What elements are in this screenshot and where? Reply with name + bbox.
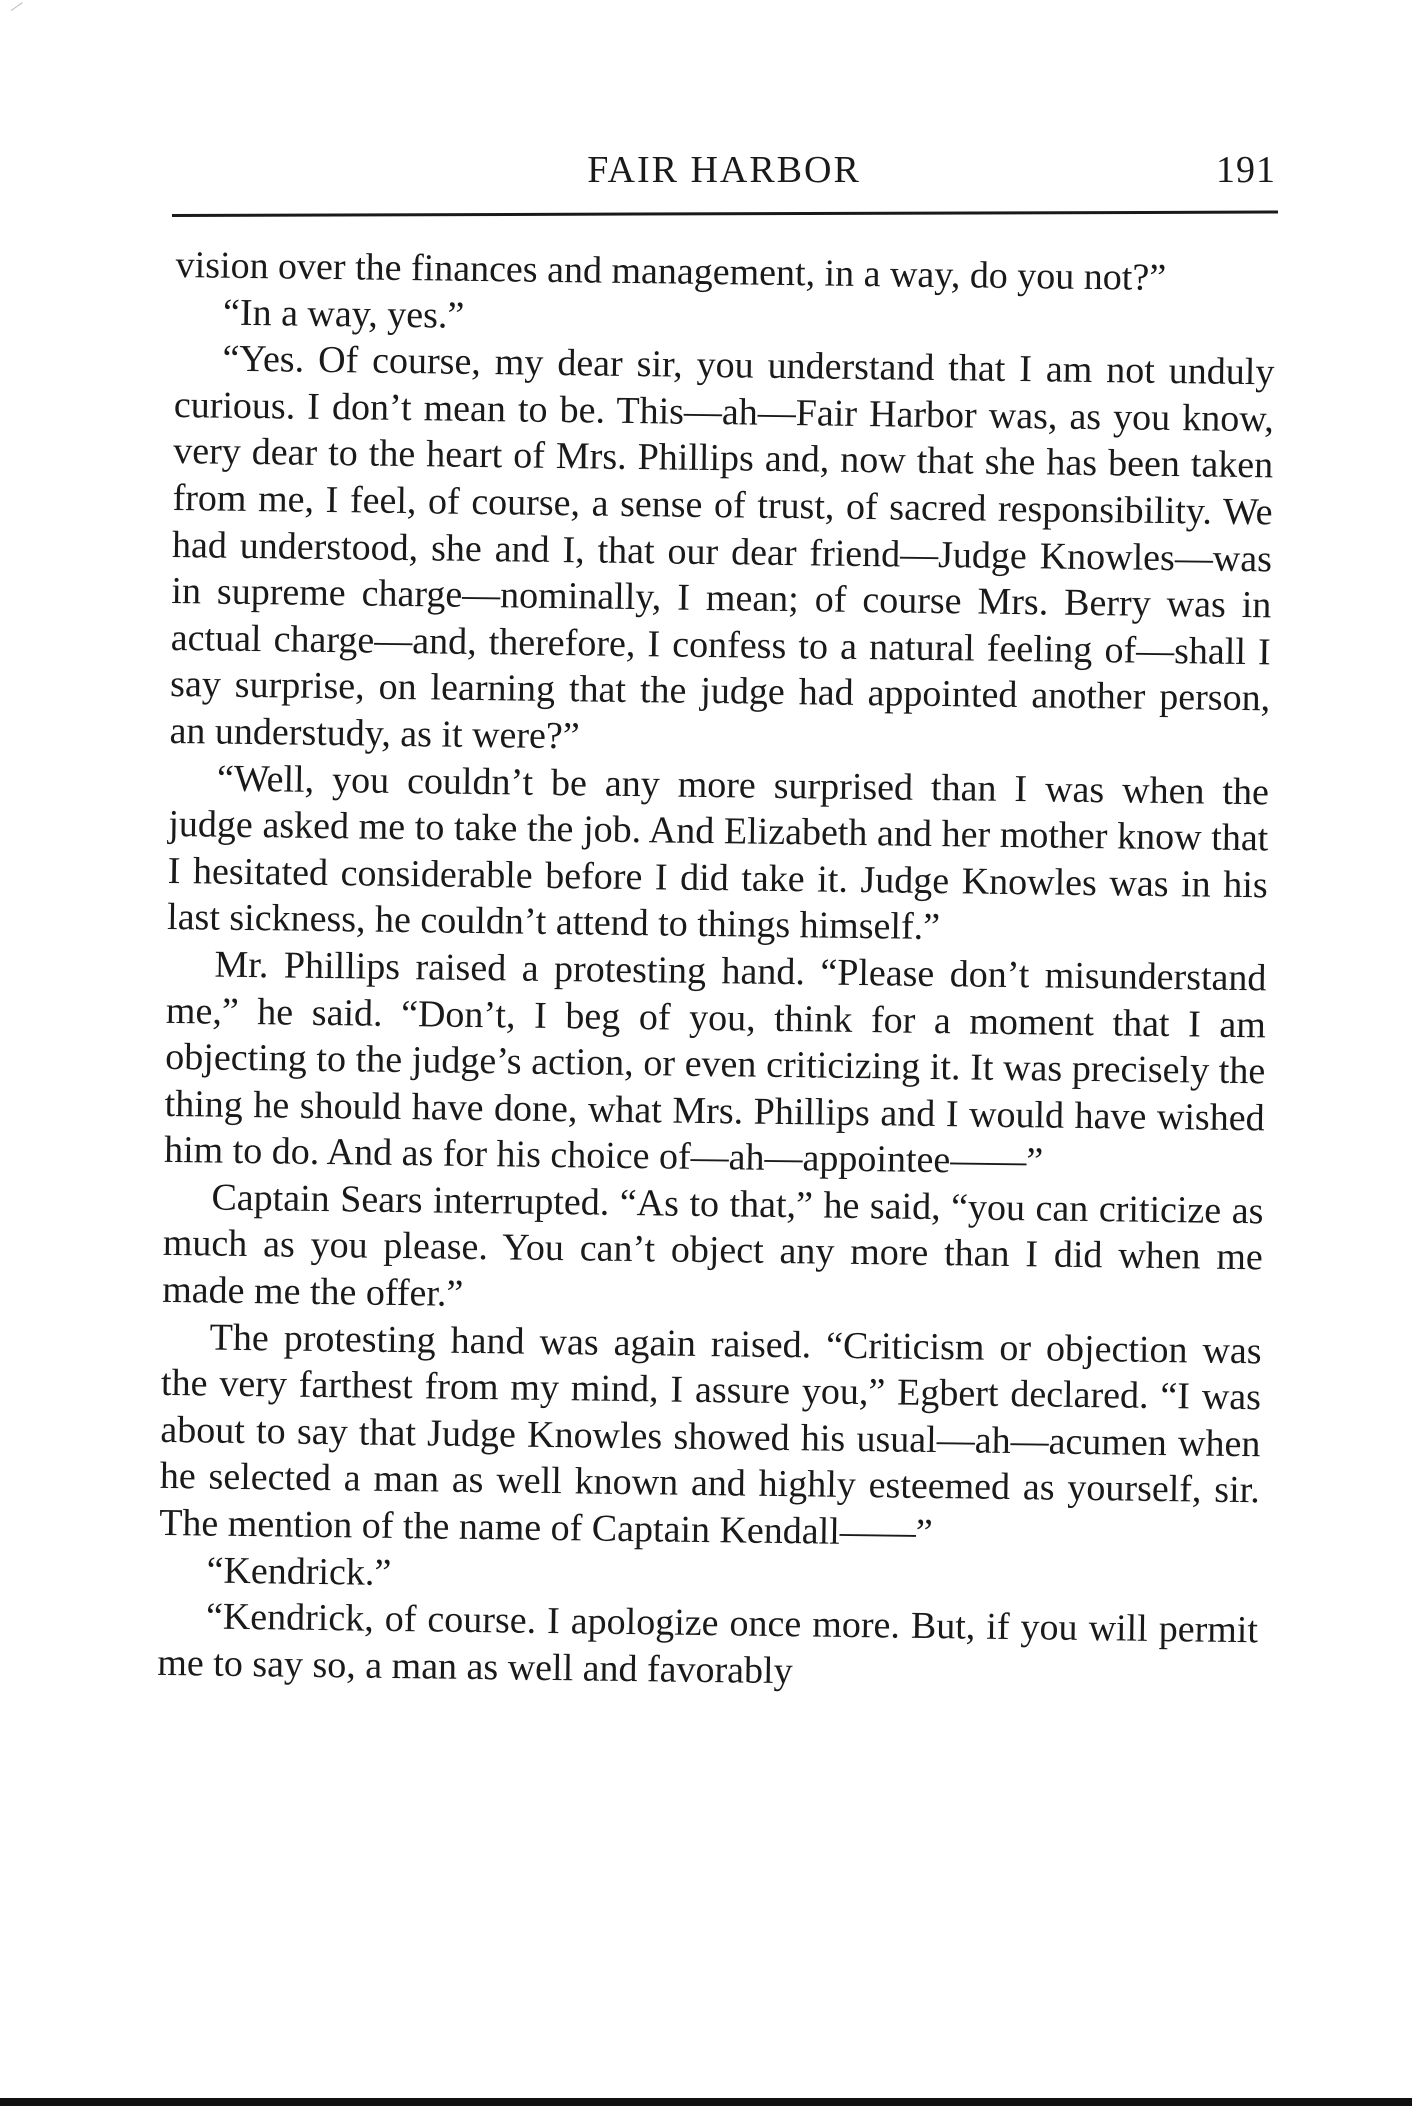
header-rule	[172, 211, 1278, 217]
paragraph: “Kendrick.”	[206, 1549, 392, 1594]
paragraph: “Yes. Of course, my dear sir, you understand that I am not unduly curious. I don’t mean to be. This—ah—Fair Harbor was, as you know, very dear to the heart of Mrs. Phillips and, now that she has been taken from me, I feel, of course, a sense of trust, of sacred responsibility. We had understood, she and I, that our dear friend—Judge Knowles—was in supreme charge—nominally, I mean; of course Mrs. Berry was in actual charge—and, therefore, I confess to a natural feeling of—shall I say surprise, on learning that the judge had appointed another person, an understudy, as it were?”	[169, 337, 1275, 758]
running-head	[172, 148, 1276, 198]
paragraph: Captain Sears interrupted. “As to that,” he said, “you can criticize as much as you please. You can’t object any more than I did when me made me the offer.”	[162, 1176, 1264, 1315]
paragraph: Mr. Phillips raised a protesting hand. “Please don’t misunderstand me,” he said. “Don’t, I beg of you, think for a moment that I am objecting to the judge’s action, or even criticizing it. It was precisely the thing he should have done, what Mrs. Phillips and I would have wished him to do. And as for his choice of—ah—appointee——”	[163, 943, 1267, 1183]
paragraph: “Well, you couldn’t be any more surprised than I was when the judge asked me to take the job. And Elizabeth and her mother know that I hesitated considerable before I did take it. Judge Knowles was in his last sickness, he couldn’t attend to things himself.”	[166, 757, 1270, 949]
scan-edge	[0, 2098, 1412, 2106]
paragraph: “Kendrick, of course. I apologize once more. But, if you will permit me to say so, a man as well and favorably	[157, 1595, 1259, 1693]
paragraph: vision over the finances and management, in a way, do you not?”	[175, 243, 1167, 299]
running-title: FAIR HARBOR	[587, 149, 861, 191]
body-text	[157, 242, 1276, 1701]
scan-mark	[11, 2, 24, 12]
paragraph: The protesting hand was again raised. “Criticism or objection was the very farthest from my mind, I assure you,” Egbert declared. “I was about to say that Judge Knowles showed his usual—ah—acumen when he selected a man as well known and highly esteemed as yourself, sir. The mention of the name of Captain Kendall——”	[158, 1316, 1262, 1555]
page-number: 191	[1216, 149, 1276, 191]
paragraph: “In a way, yes.”	[222, 291, 465, 337]
